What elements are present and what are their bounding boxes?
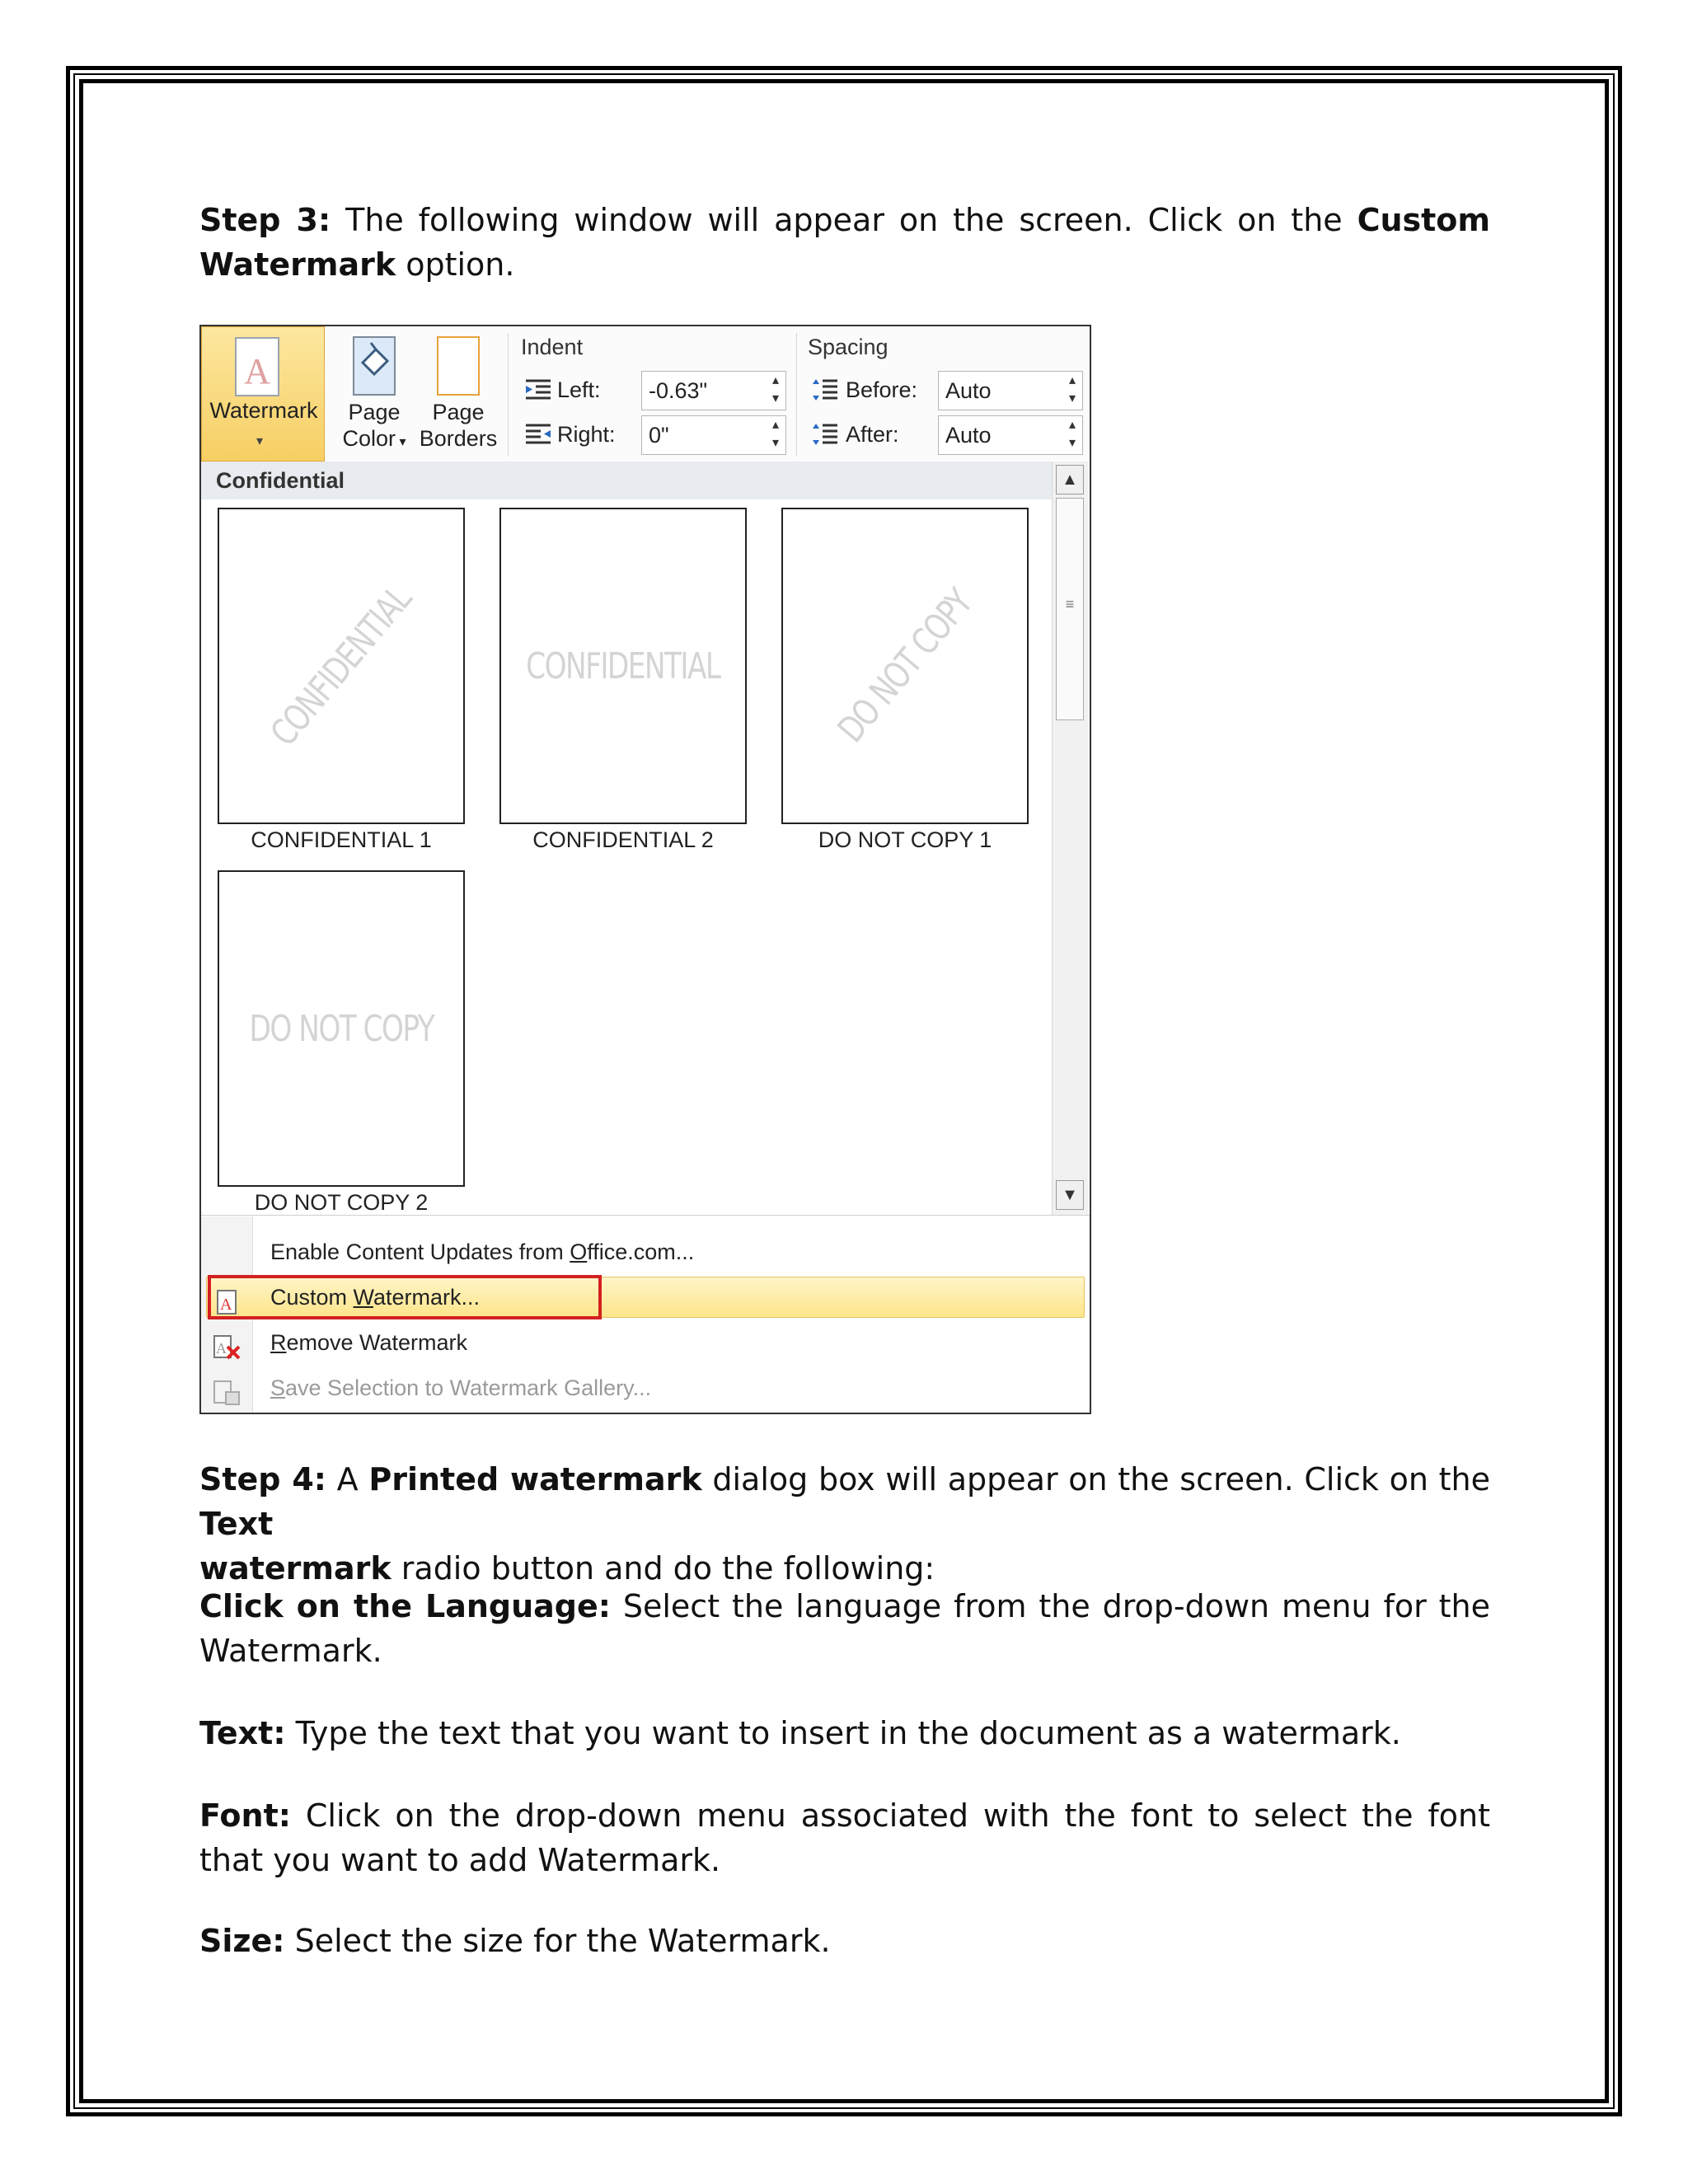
- watermark-thumb-do-not-copy-2[interactable]: [218, 870, 465, 1187]
- menu-accel: W: [353, 1285, 374, 1310]
- save-to-gallery-icon: [213, 1376, 241, 1400]
- indent-left-label: Left:: [557, 377, 601, 402]
- size-text: Select the size for the Watermark.: [294, 1923, 831, 1959]
- thumb-caption: CONFIDENTIAL 1: [251, 827, 432, 852]
- menu-accel: S: [270, 1376, 286, 1400]
- spacing-before-input[interactable]: [938, 371, 1083, 410]
- page-borders-label-2: Borders: [419, 426, 498, 451]
- indent-left-input[interactable]: [641, 371, 786, 410]
- menu-text: ave Selection to Watermark Gallery...: [285, 1376, 652, 1400]
- page-color-button[interactable]: Page Color ▾: [333, 331, 415, 458]
- thumb-watermark-text: CONFIDENTIAL: [526, 644, 720, 687]
- spin-up-icon[interactable]: ▴: [1068, 418, 1076, 432]
- size-paragraph: [199, 1919, 1490, 1963]
- spacing-after-value: Auto: [945, 423, 992, 448]
- text-text: Type the text that you want to insert in the document as a watermark.: [295, 1715, 1401, 1751]
- indent-right-value: 0": [649, 423, 669, 448]
- step3-paragraph: [199, 198, 1490, 287]
- menu-text: ffice.com...: [587, 1240, 695, 1264]
- spacing-after-icon: [811, 422, 839, 447]
- page-color-label-2: Color: [342, 426, 396, 451]
- font-text: Click on the drop-down menu associated with the font to select the font that you want to add Watermark.: [199, 1797, 1490, 1878]
- watermark-icon: A: [235, 337, 279, 396]
- spin-up-icon[interactable]: ▴: [771, 418, 779, 432]
- watermark-menu-screenshot: [199, 325, 1091, 1414]
- svg-text:A: A: [216, 1340, 227, 1357]
- indent-right-input[interactable]: [641, 415, 786, 455]
- chevron-down-icon: ▾: [256, 434, 264, 448]
- page-color-label-1: Page: [348, 400, 401, 424]
- page-borders-icon: [437, 336, 480, 396]
- thumb-watermark-text: DO NOT COPY: [829, 581, 981, 751]
- gallery-category-header: Confidential: [201, 462, 1052, 499]
- menu-separator: [201, 1215, 1090, 1216]
- ribbon-separator: [796, 333, 797, 457]
- menu-item-enable-content-updates[interactable]: [201, 1230, 1090, 1274]
- menu-text: atermark...: [373, 1285, 481, 1310]
- indent-right-icon: [524, 422, 552, 447]
- font-paragraph: [199, 1793, 1490, 1882]
- step4-bold-printed-watermark: Printed watermark: [368, 1461, 702, 1497]
- remove-watermark-icon: [213, 1330, 241, 1355]
- language-paragraph: [199, 1584, 1490, 1673]
- menu-text: emove Watermark: [286, 1330, 468, 1355]
- thumb-watermark-text: CONFIDENTIAL: [262, 578, 420, 754]
- svg-text:A: A: [220, 1296, 232, 1314]
- watermark-thumb-confidential-1[interactable]: [218, 508, 465, 824]
- menu-item-remove-watermark[interactable]: [201, 1320, 1090, 1365]
- step4-paragraph: [199, 1457, 1490, 1591]
- step4-text: A: [336, 1461, 359, 1497]
- spacing-before-icon: [811, 377, 839, 402]
- menu-text: Custom: [270, 1285, 354, 1310]
- menu-accel: O: [570, 1240, 588, 1264]
- spin-down-icon[interactable]: ▾: [1068, 391, 1076, 405]
- step4-text-end: radio button and do the following:: [401, 1550, 935, 1586]
- spin-up-icon[interactable]: ▴: [1068, 373, 1076, 387]
- step3-label: Step 3:: [199, 202, 331, 238]
- language-label: Click on the Language:: [199, 1588, 611, 1624]
- scroll-up-icon[interactable]: ▲: [1056, 465, 1084, 494]
- size-label: Size:: [199, 1923, 285, 1959]
- step3-text-end: option.: [406, 246, 515, 283]
- spacing-group-label: Spacing: [808, 335, 889, 359]
- step3-bold-watermark: Watermark: [199, 246, 396, 283]
- thumb-caption: CONFIDENTIAL 2: [532, 827, 714, 852]
- step4-label: Step 4:: [199, 1461, 326, 1497]
- menu-accel: R: [270, 1330, 287, 1355]
- spin-down-icon[interactable]: ▾: [1068, 436, 1076, 450]
- text-label: Text:: [199, 1715, 286, 1751]
- step3-bold-custom: Custom: [1357, 202, 1491, 238]
- scrollbar-thumb[interactable]: ≡: [1056, 498, 1084, 720]
- indent-left-value: -0.63": [649, 378, 708, 403]
- spin-down-icon[interactable]: ▾: [771, 436, 779, 450]
- watermark-button-label: Watermark: [209, 398, 318, 423]
- menu-text: Enable Content Updates from: [270, 1240, 570, 1264]
- highlight-red-box: [208, 1275, 602, 1319]
- indent-right-label: Right:: [557, 422, 616, 447]
- indent-left-icon: [524, 377, 552, 402]
- scroll-down-icon[interactable]: ▼: [1056, 1180, 1084, 1210]
- spacing-before-value: Auto: [945, 378, 992, 403]
- watermark-gallery-panel: [201, 462, 1090, 1413]
- menu-item-custom-watermark[interactable]: [201, 1275, 1090, 1319]
- paint-bucket-icon: [353, 336, 396, 396]
- font-label: Font:: [199, 1797, 291, 1834]
- text-paragraph: [199, 1711, 1490, 1755]
- spacing-after-input[interactable]: [938, 415, 1083, 455]
- page-borders-label-1: Page: [432, 400, 485, 424]
- thumb-caption: DO NOT COPY 1: [818, 827, 992, 852]
- step3-text: The following window will appear on the screen. Click on the: [345, 202, 1343, 238]
- step4-bold-watermark: watermark: [199, 1550, 392, 1586]
- spacing-after-label: After:: [846, 422, 899, 447]
- page-borders-button[interactable]: [417, 331, 499, 458]
- step4-bold-text: Text: [199, 1506, 274, 1542]
- indent-group-label: Indent: [521, 335, 584, 359]
- watermark-thumb-do-not-copy-1[interactable]: [781, 508, 1029, 824]
- thumb-caption: DO NOT COPY 2: [254, 1190, 429, 1215]
- language-text: Select the language from the drop-down menu for the Watermark.: [199, 1588, 1490, 1669]
- ribbon-separator: [508, 333, 509, 457]
- thumb-watermark-text: DO NOT COPY: [249, 1007, 434, 1050]
- watermark-thumb-confidential-2[interactable]: [499, 508, 747, 824]
- ribbon: [201, 326, 1090, 462]
- watermark-button[interactable]: [201, 326, 325, 462]
- spin-down-icon[interactable]: ▾: [771, 391, 779, 405]
- spacing-before-label: Before:: [846, 377, 918, 402]
- spin-up-icon[interactable]: ▴: [771, 373, 779, 387]
- step4-text: dialog box will appear on the screen. Click on the: [712, 1461, 1490, 1497]
- menu-item-save-selection: [201, 1366, 1090, 1410]
- gallery-scrollbar[interactable]: [1052, 462, 1089, 1215]
